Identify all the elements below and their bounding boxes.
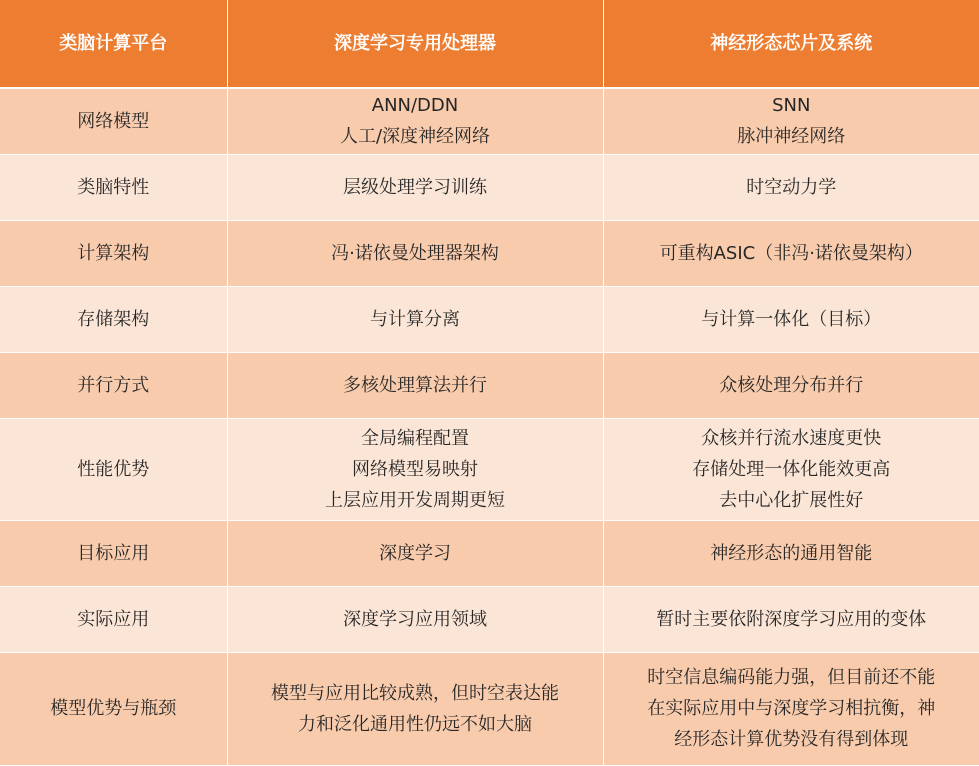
dl-cell [227,586,603,652]
dl-cell [227,286,603,352]
dl-cell [227,352,603,418]
dl-cell [227,418,603,520]
table-row [0,154,979,220]
header-row [0,0,979,88]
dl-cell [227,652,603,765]
neuro-cell [603,286,979,352]
dl-cell [227,88,603,154]
table-row [0,88,979,154]
cell-line: 时空信息编码能力强，但目前还不能 [647,667,936,688]
neuro-cell [603,88,979,154]
neuro-cell [603,418,979,520]
dl-cell [227,220,603,286]
row-label: 计算架构 [0,220,227,286]
cell-line: 与计算分离 [370,308,460,330]
row-label: 实际应用 [0,586,227,652]
neuro-cell [603,652,979,765]
row-label: 类脑特性 [0,154,227,220]
cell-line: 神经形态的通用智能 [710,542,873,564]
row-label: 模型优势与瓶颈 [0,652,227,765]
dl-cell [227,520,603,586]
cell-line: 人工/深度神经网络 [339,126,491,148]
cell-line: 经形态计算优势没有得到体现 [674,729,909,750]
cell-line: 多核处理算法并行 [343,374,487,396]
header-deep-learning-processor: 深度学习专用处理器 [227,0,603,88]
cell-line: 全局编程配置 [361,427,469,449]
table-row [0,220,979,286]
cell-line: 可重构ASIC（非冯·诺依曼架构） [659,242,923,264]
row-label: 性能优势 [0,418,227,520]
table-row [0,418,979,520]
cell-line: 与计算一体化（目标） [701,308,882,330]
row-label: 网络模型 [0,88,227,154]
cell-line: 网络模型易映射 [352,458,478,480]
cell-line: 存储处理一体化能效更高 [692,458,891,480]
cell-line: 模型与应用比较成熟，但时空表达能 [271,682,559,704]
cell-line: 众核并行流水速度更快 [701,427,882,449]
cell-line: 深度学习 [379,542,451,564]
cell-line: SNN [772,95,811,117]
cell-line: 冯·诺依曼处理器架构 [331,242,499,264]
header-platform: 类脑计算平台 [0,0,227,88]
cell-line: 众核处理分布并行 [719,374,864,396]
neuro-cell [603,586,979,652]
cell-line: 深度学习应用领域 [343,608,487,630]
row-label: 目标应用 [0,520,227,586]
neuro-cell [603,154,979,220]
table-row [0,520,979,586]
neuro-cell [603,220,979,286]
cell-line: 脉冲神经网络 [737,126,846,148]
dl-cell [227,154,603,220]
cell-line: 去中心化扩展性好 [719,489,864,511]
neuro-cell [603,520,979,586]
cell-line: 力和泛化通用性仍远不如大脑 [298,713,532,735]
table-row [0,352,979,418]
table-row [0,286,979,352]
cell-line: 时空动力学 [746,176,837,198]
cell-line: 暂时主要依附深度学习应用的变体 [656,608,927,630]
row-label: 并行方式 [0,352,227,418]
table-row [0,586,979,652]
cell-line: 上层应用开发周期更短 [325,489,505,511]
header-neuromorphic-chip: 神经形态芯片及系统 [603,0,979,88]
cell-line: 在实际应用中与深度学习相抗衡，神 [647,698,936,719]
neuro-cell [603,352,979,418]
cell-line: ANN/DDN [371,95,459,117]
row-label: 存储架构 [0,286,227,352]
table-row [0,652,979,765]
cell-line: 层级处理学习训练 [343,176,487,198]
